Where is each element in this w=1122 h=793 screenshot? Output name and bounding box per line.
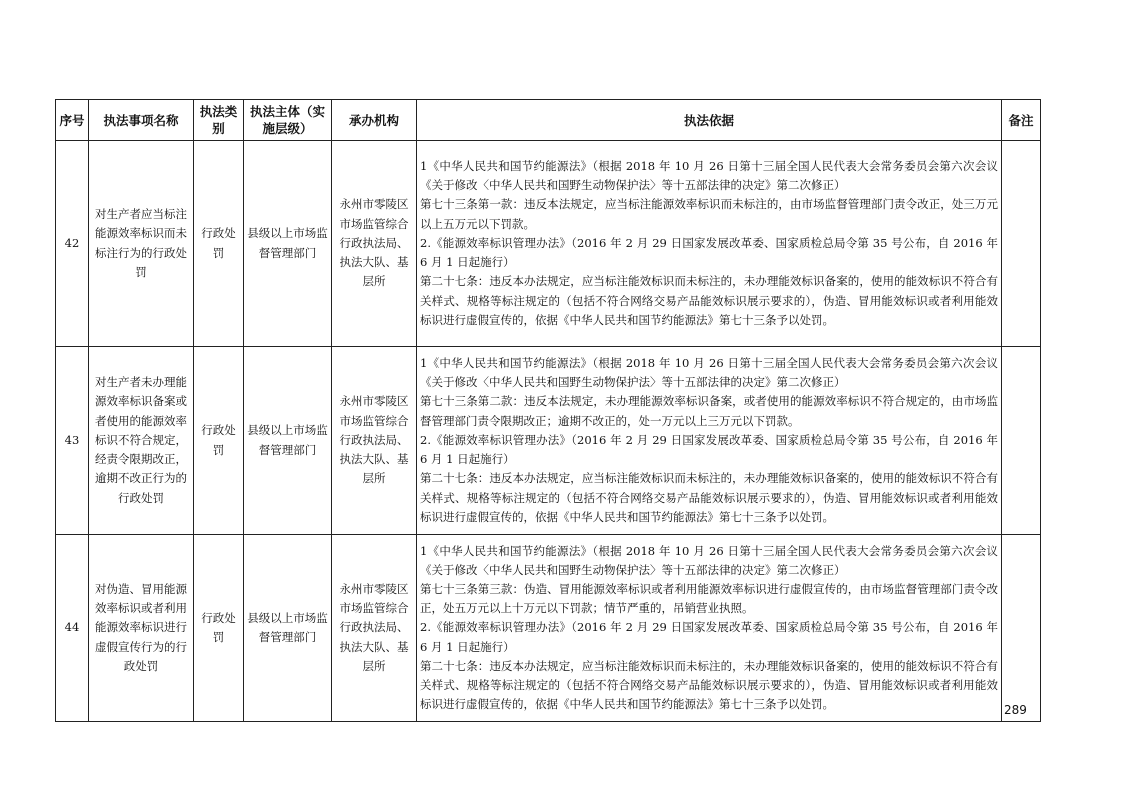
page-number: 289 [1004,703,1027,717]
cell-remark [1002,141,1041,347]
cell-seq: 44 [56,535,89,722]
basis-paragraph: 2.《能源效率标识管理办法》（2016 年 2 月 29 日国家发展改革委、国家质检总局令第 35 号公布，自 2016 年 6 月 1 日起施行） [420,235,998,270]
cell-name: 对生产者未办理能源效率标识备案或者使用的能源效率标识不符合规定，经责令限期改正，逾期不改正行为的行政处罚 [89,347,194,535]
header-subject: 执法主体（实施层级） [244,100,332,141]
cell-basis [417,141,1002,347]
cell-agency: 永州市零陵区市场监管综合行政执法局、执法大队、基层所 [332,141,417,347]
cell-remark [1002,347,1041,535]
basis-paragraph: 2.《能源效率标识管理办法》（2016 年 2 月 29 日国家发展改革委、国家质检总局令第 35 号公布，自 2016 年 6 月 1 日起施行） [420,432,998,467]
cell-remark [1002,535,1041,722]
basis-paragraph: 第七十三条第二款：违反本法规定，未办理能源效率标识备案，或者使用的能源效率标识不符合规定的，由市场监督管理部门责令限期改正；逾期不改正的，处一万元以上三万元以下罚款。 [420,394,998,428]
basis-paragraph: 2.《能源效率标识管理办法》（2016 年 2 月 29 日国家发展改革委、国家质检总局令第 35 号公布，自 2016 年 6 月 1 日起施行） [420,620,998,654]
enforcement-table [55,99,1041,722]
cell-name: 对生产者应当标注能源效率标识而未标注行为的行政处罚 [89,141,194,347]
cell-category: 行政处罚 [194,141,244,347]
cell-agency: 永州市零陵区市场监管综合行政执法局、执法大队、基层所 [332,535,417,722]
cell-name: 对伪造、冒用能源效率标识或者利用能源效率标识进行虚假宣传行为的行政处罚 [89,535,194,722]
table-row [56,535,1041,722]
header-agency: 承办机构 [332,100,417,141]
cell-basis [417,347,1002,535]
basis-paragraph: 第七十三条第一款：违反本法规定，应当标注能源效率标识而未标注的，由市场监督管理部门责令改正，处三万元以上五万元以下罚款。 [420,197,998,231]
cell-subject: 县级以上市场监督管理部门 [244,347,332,535]
basis-paragraph: 第二十七条：违反本办法规定，应当标注能效标识而未标注的，未办理能效标识备案的，使用的能效标识不符合有关样式、规格等标注规定的（包括不符合网络交易产品能效标识展示要求的），伪造、冒用能效标识或者利用能效标识进行虚假宣传的，依据《中华人民共和国节约能源法》第七十三条予以处罚。 [420,658,998,712]
basis-paragraph: 1《中华人民共和国节约能源法》（根据 2018 年 10 月 26 日第十三届全国人民代表大会常务委员会第六次会议《关于修改〈中华人民共和国野生动物保护法〉等十五部法律的决定》第二次修正） [420,543,998,577]
cell-seq: 42 [56,141,89,347]
table-header-row [56,100,1041,141]
header-category: 执法类别 [194,100,244,141]
cell-subject: 县级以上市场监督管理部门 [244,535,332,722]
basis-paragraph: 第二十七条：违反本办法规定，应当标注能效标识而未标注的，未办理能效标识备案的，使用的能效标识不符合有关样式、规格等标注规定的（包括不符合网络交易产品能效标识展示要求的），伪造、冒用能效标识或者利用能效标识进行虚假宣传的，依据《中华人民共和国节约能源法》第七十三条予以处罚。 [420,274,998,327]
header-name: 执法事项名称 [89,100,194,141]
basis-paragraph: 1《中华人民共和国节约能源法》（根据 2018 年 10 月 26 日第十三届全国人民代表大会常务委员会第六次会议《关于修改〈中华人民共和国野生动物保护法〉等十五部法律的决定》第二次修正） [420,356,998,390]
basis-paragraph: 1《中华人民共和国节约能源法》（根据 2018 年 10 月 26 日第十三届全国人民代表大会常务委员会第六次会议《关于修改〈中华人民共和国野生动物保护法〉等十五部法律的决定》第二次修正） [420,159,998,193]
table-row [56,141,1041,347]
cell-basis [417,535,1002,722]
cell-category: 行政处罚 [194,347,244,535]
table-row [56,347,1041,535]
cell-category: 行政处罚 [194,535,244,722]
cell-seq: 43 [56,347,89,535]
cell-subject: 县级以上市场监督管理部门 [244,141,332,347]
header-basis: 执法依据 [417,100,1002,141]
basis-paragraph: 第二十七条：违反本办法规定，应当标注能效标识而未标注的，未办理能效标识备案的，使用的能效标识不符合有关样式、规格等标注规定的（包括不符合网络交易产品能效标识展示要求的），伪造、冒用能效标识或者利用能效标识进行虚假宣传的，依据《中华人民共和国节约能源法》第七十三条予以处罚。 [420,471,998,524]
header-remark: 备注 [1002,100,1041,141]
basis-paragraph: 第七十三条第三款：伪造、冒用能源效率标识或者利用能源效率标识进行虚假宣传的，由市场监督管理部门责令改正，处五万元以上十万元以下罚款；情节严重的，吊销营业执照。 [420,581,998,616]
header-seq: 序号 [56,100,89,141]
cell-agency: 永州市零陵区市场监管综合行政执法局、执法大队、基层所 [332,347,417,535]
